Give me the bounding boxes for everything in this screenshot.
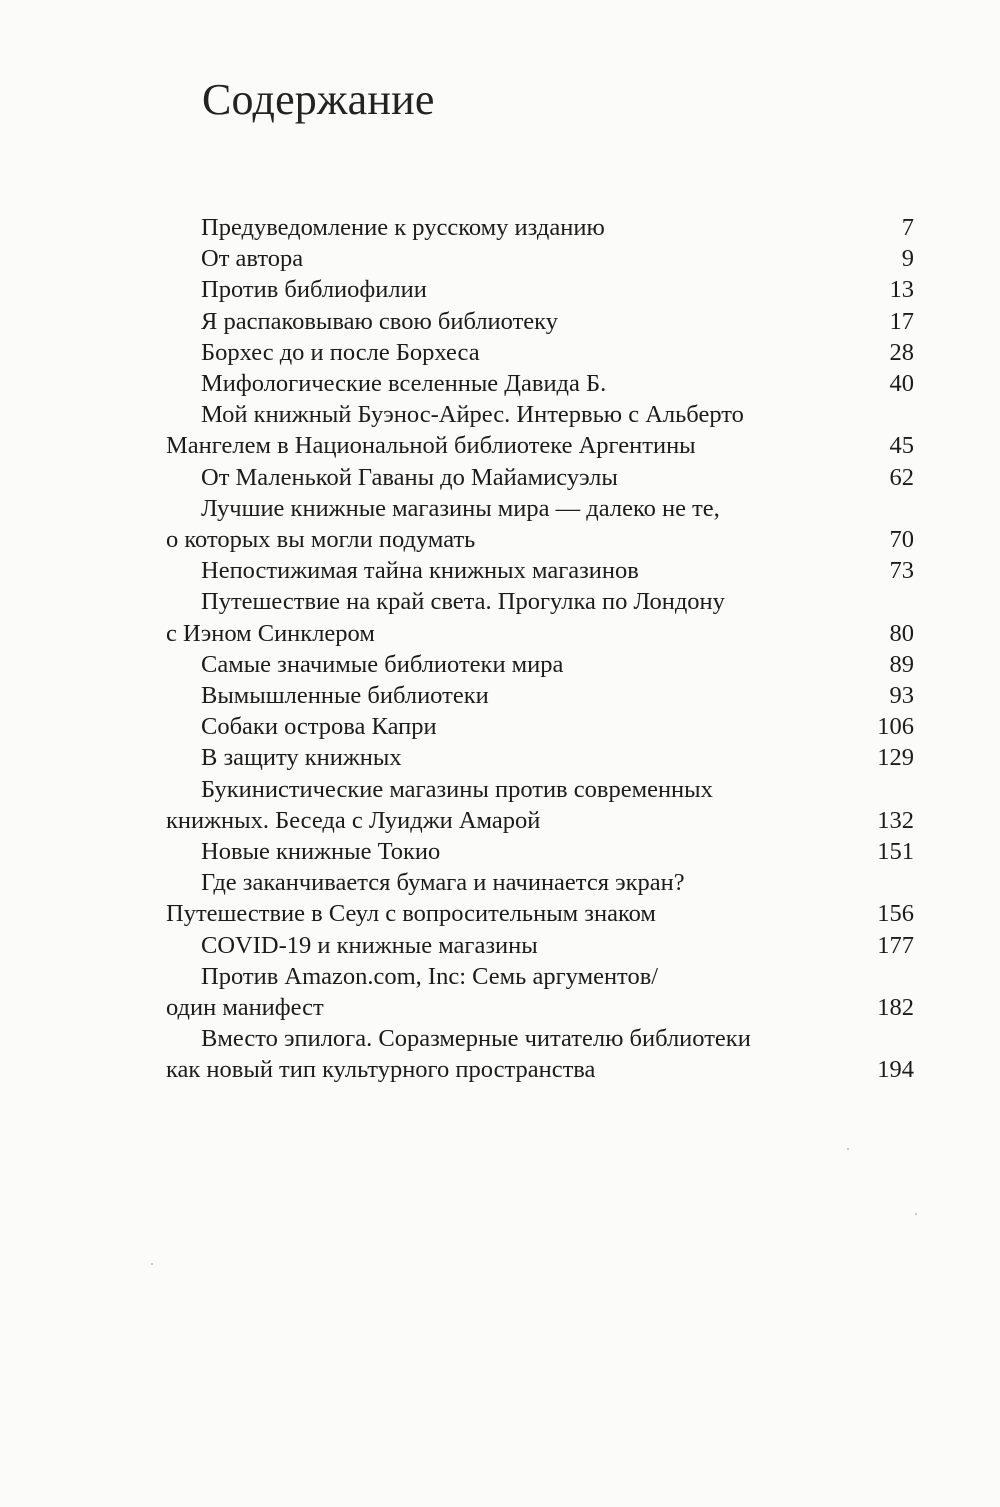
toc-entry-title-line: с Иэном Синклером <box>166 619 375 647</box>
paper-speck <box>151 1263 153 1265</box>
toc-page-number: 182 <box>877 994 914 1022</box>
toc-entry-title-line: Собаки острова Капри <box>201 713 437 741</box>
toc-entry <box>166 742 914 773</box>
toc-page-number: 17 <box>889 307 914 335</box>
toc-entry-title-line: Путешествие на край света. Прогулка по Лондону <box>201 588 725 616</box>
toc-page-number: 40 <box>889 370 914 398</box>
toc-entry-title-line: Новые книжные Токио <box>201 838 441 866</box>
toc-entry <box>166 930 914 961</box>
toc-entry <box>166 243 914 274</box>
toc-entry-title-line: Путешествие в Сеул с вопросительным знаком <box>166 900 656 928</box>
toc-entry <box>166 368 914 399</box>
toc-page-number: 28 <box>889 338 914 366</box>
toc-entry <box>166 649 914 680</box>
toc-entry-title-line: как новый тип культурного пространства <box>166 1056 596 1084</box>
toc-entry-title-line: Борхес до и после Борхеса <box>201 338 480 366</box>
toc-entry-title-line: Где заканчивается бумага и начинается экран? <box>201 869 685 897</box>
toc-page-number: 93 <box>889 682 914 710</box>
toc-entry <box>166 462 914 493</box>
toc-page-number: 80 <box>889 619 914 647</box>
toc-entry <box>166 586 914 648</box>
toc-page-number: 132 <box>877 806 914 834</box>
toc-entry-title-line: Против библиофилии <box>201 276 427 304</box>
toc-entry-title-line: Вымышленные библиотеки <box>201 682 489 710</box>
paper-speck <box>915 1213 917 1215</box>
toc-page-number: 156 <box>877 900 914 928</box>
toc-page-number: 89 <box>889 650 914 678</box>
toc-entry <box>166 961 914 1023</box>
toc-page-number: 7 <box>901 214 914 241</box>
toc-entry-title-line: Букинистические магазины против современных <box>201 775 713 803</box>
toc-entry-title-line: COVID-19 и книжные магазины <box>201 931 538 959</box>
toc-entry-title-line: Вместо эпилога. Соразмерные читателю библиотеки <box>201 1025 751 1053</box>
toc-entry <box>166 774 914 836</box>
toc-entry <box>166 1023 914 1085</box>
toc-entry <box>166 836 914 867</box>
toc-page-number: 9 <box>901 245 914 273</box>
page-title: Содержание <box>202 75 435 124</box>
toc-entry <box>166 867 914 929</box>
toc-entry <box>166 493 914 555</box>
table-of-contents <box>166 212 914 1086</box>
toc-page-number: 45 <box>889 432 914 460</box>
toc-entry <box>166 711 914 742</box>
toc-entry-title-line: Мифологические вселенные Давида Б. <box>201 370 607 398</box>
toc-entry-title-line: От Маленькой Гаваны до Майамисуэлы <box>201 463 618 491</box>
paper-speck <box>847 1148 849 1150</box>
toc-entry-title-line: Против Amazon.com, Inc: Семь аргументов/ <box>201 962 659 990</box>
toc-entry-title-line: В защиту книжных <box>201 744 402 772</box>
toc-entry-title-line: Мангелем в Национальной библиотеке Аргентины <box>166 432 696 460</box>
toc-page-number: 177 <box>877 931 914 959</box>
toc-page-number: 73 <box>889 557 914 585</box>
toc-page-number: 151 <box>877 838 914 866</box>
toc-entry-title-line: книжных. Беседа с Луиджи Амарой <box>166 806 541 834</box>
toc-entry-title-line: один манифест <box>166 994 324 1022</box>
toc-entry-title-line: Я распаковываю свою библиотеку <box>201 307 558 335</box>
toc-entry <box>166 212 914 243</box>
toc-page-number: 194 <box>877 1056 914 1084</box>
toc-entry-title-line: Мой книжный Буэнос-Айрес. Интервью с Альберто <box>201 401 744 429</box>
toc-entry-title-line: Самые значимые библиотеки мира <box>201 650 564 678</box>
toc-entry <box>166 680 914 711</box>
toc-entry-title-line: Непостижимая тайна книжных магазинов <box>201 557 639 585</box>
toc-page-number: 129 <box>877 744 914 772</box>
toc-entry <box>166 555 914 586</box>
toc-entry <box>166 337 914 368</box>
toc-entry-title-line: Предуведомление к русскому изданию <box>201 214 605 241</box>
toc-page-number: 70 <box>889 526 914 554</box>
toc-page-number: 106 <box>877 713 914 741</box>
toc-entry <box>166 274 914 305</box>
toc-entry-title-line: Лучшие книжные магазины мира — далеко не те, <box>201 494 720 522</box>
toc-entry <box>166 306 914 337</box>
toc-page-number: 62 <box>889 463 914 491</box>
toc-entry-title-line: о которых вы могли подумать <box>166 526 476 554</box>
toc-entry <box>166 399 914 461</box>
toc-entry-title-line: От автора <box>201 245 304 273</box>
toc-page-number: 13 <box>889 276 914 304</box>
